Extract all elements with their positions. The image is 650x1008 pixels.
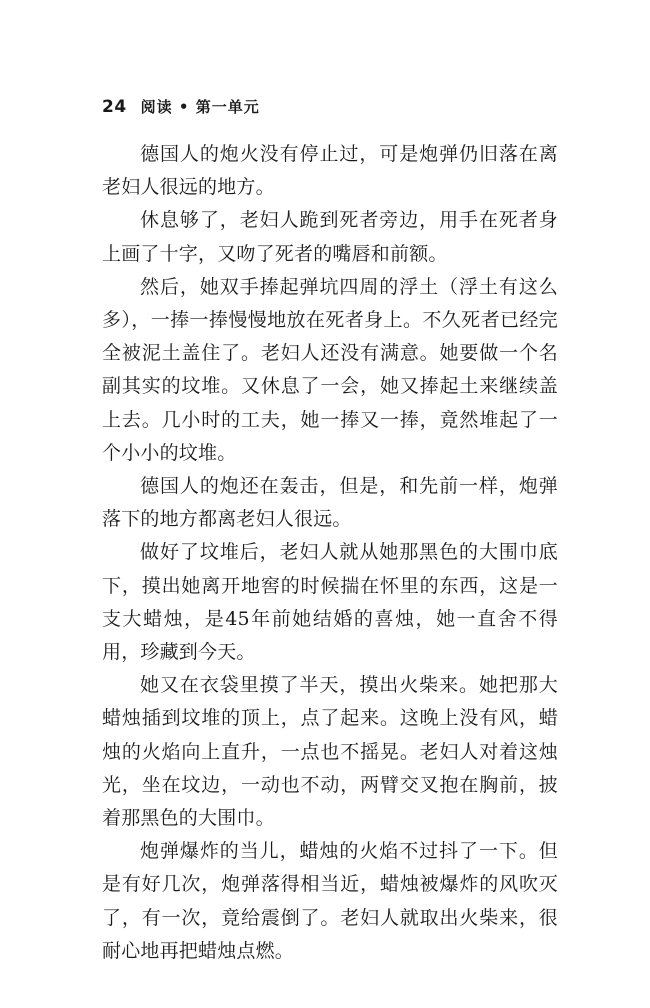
page-number: 24 <box>102 97 127 117</box>
paragraph-7: 炮弹爆炸的当儿，蜡烛的火焰不过抖了一下。但是有好几次，炮弹落得相当近，蜡烛被爆炸的风吹灭了，有一次，竟给震倒了。老妇人就取出火柴来，很耐心地再把蜡烛点燃。 <box>102 840 558 962</box>
paragraph-2: 休息够了，老妇人跪到死者旁边，用手在死者身上画了十字，又吻了死者的嘴唇和前额。 <box>102 209 558 265</box>
body-text <box>102 138 558 968</box>
paragraph-6: 她又在衣袋里摸了半天，摸出火柴来。她把那大蜡烛插到坟堆的顶上，点了起来。这晚上没有风，蜡烛的火焰向上直升，一点也不摇晃。老妇人对着这烛光，坐在坟边，一动也不动，两臂交叉抱在胸前，披着那黑色的大围巾。 <box>102 674 558 830</box>
paragraph-3: 然后，她双手捧起弹坑四周的浮土（浮土有这么多），一捧一捧慢慢地放在死者身上。不久死者已经完全被泥土盖住了。老妇人还没有满意。她要做一个名副其实的坟堆。又休息了一会，她又捧起土来继续盖上去。几小时的工夫，她一捧又一捧，竟然堆起了一个小小的坟堆。 <box>102 275 558 464</box>
paragraph-4: 德国人的炮还在轰击，但是，和先前一样，炮弹落下的地方都离老妇人很远。 <box>102 475 558 531</box>
running-title: 阅读 • 第一单元 <box>140 98 260 116</box>
page-header <box>102 96 260 122</box>
paragraph-1: 德国人的炮火没有停止过，可是炮弹仍旧落在离老妇人很远的地方。 <box>102 143 558 199</box>
paragraph-5: 做好了坟堆后，老妇人就从她那黑色的大围巾底下，摸出她离开地窖的时候揣在怀里的东西，这是一支大蜡烛，是45年前她结婚的喜烛，她一直舍不得用，珍藏到今天。 <box>102 541 558 664</box>
